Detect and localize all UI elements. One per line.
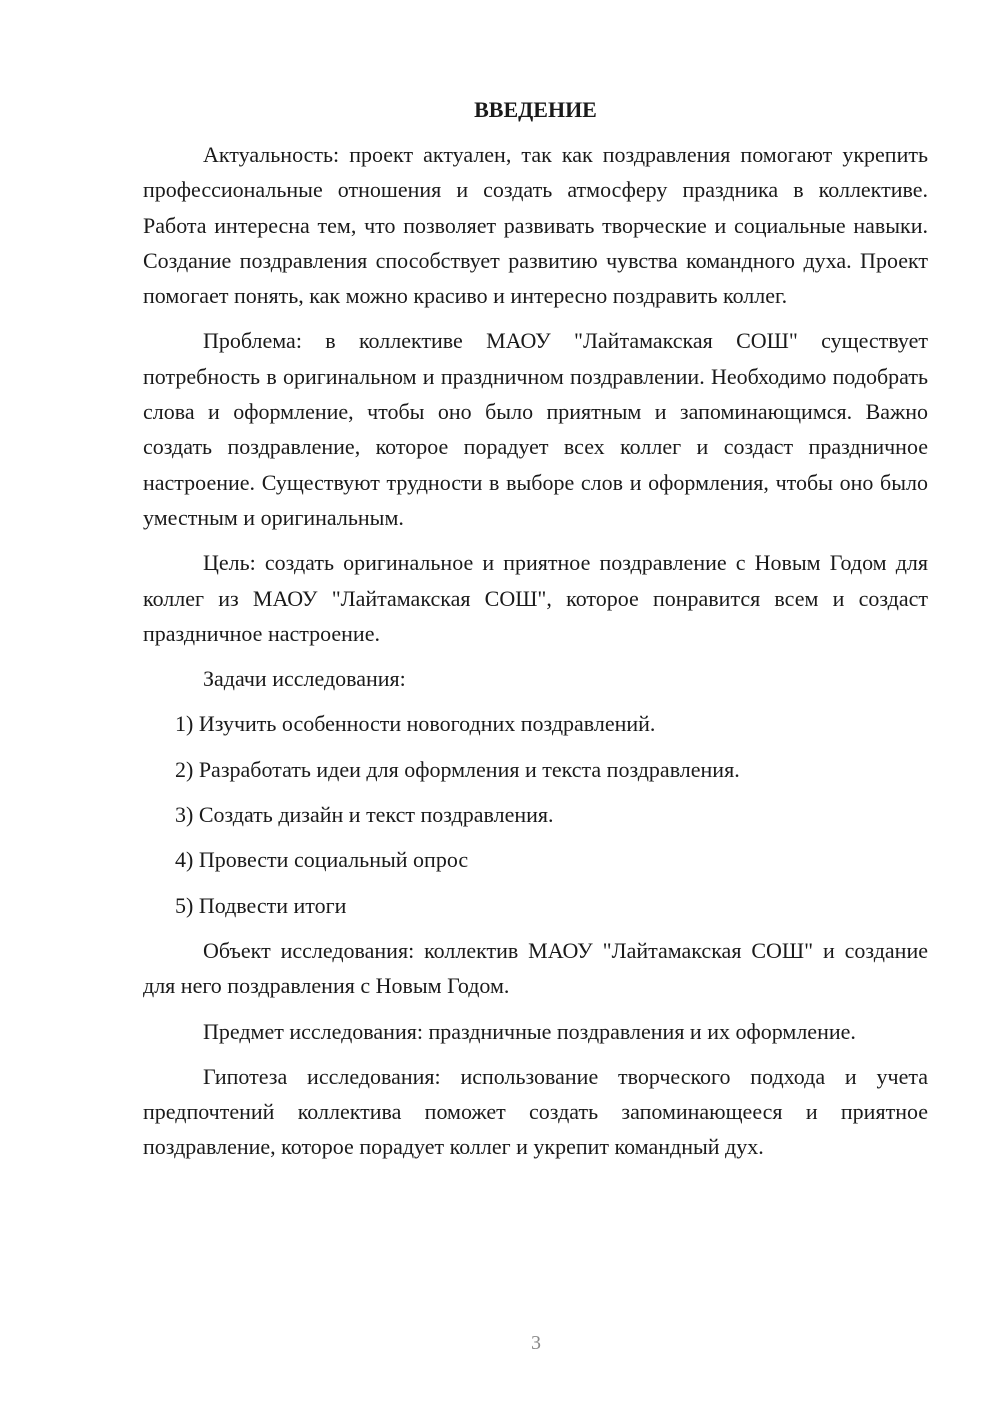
- list-item: 5) Подвести итоги: [175, 892, 347, 918]
- document-page: [143, 94, 928, 1175]
- list-item: 2) Разработать идеи для оформления и текста поздравления.: [175, 756, 740, 782]
- paragraph-hypothesis: Гипотеза исследования: использование творческого подхода и учета предпочтений коллектива поможет создать запоминающееся и приятное поздравление, которое порадует коллег и укрепит командный дух.: [143, 1063, 928, 1160]
- paragraph-relevance: Актуальность: проект актуален, так как поздравления помогают укрепить профессиональные отношения и создать атмосферу праздника в коллективе. Работа интересна тем, что позволяет развивать творческие и социальные навыки. Создание поздравления способствует развитию чувства командного духа. Проект помогает понять, как можно красиво и интересно поздравить коллег.: [143, 142, 928, 309]
- paragraph-problem: Проблема: в коллективе МАОУ "Лайтамакская СОШ" существует потребность в оригинальном и праздничном поздравлении. Необходимо подобрать слова и оформление, чтобы оно было приятным и запоминающимся. Важно создать поздравление, которое порадует всех коллег и создаст праздничное настроение. Существуют трудности в выборе слов и оформления, чтобы оно было уместным и оригинальным.: [143, 328, 928, 530]
- paragraph-object: Объект исследования: коллектив МАОУ "Лайтамакская СОШ" и создание для него поздравления с Новым Годом.: [143, 937, 928, 999]
- list-item: 3) Создать дизайн и текст поздравления.: [175, 802, 554, 828]
- page-number: 3: [531, 1332, 541, 1354]
- tasks-title: Задачи исследования:: [203, 666, 406, 692]
- tasks-list: [143, 706, 928, 922]
- paragraph-goal: Цель: создать оригинальное и приятное поздравление с Новым Годом для коллег из МАОУ "Лайтамакская СОШ", которое понравится всем и создаст праздничное настроение.: [143, 550, 928, 646]
- list-item: 1) Изучить особенности новогодних поздравлений.: [175, 711, 656, 737]
- paragraph-subject: Предмет исследования: праздничные поздравления и их оформление.: [203, 1018, 856, 1044]
- list-item: 4) Провести социальный опрос: [175, 847, 469, 873]
- section-heading: ВВЕДЕНИЕ: [474, 97, 597, 122]
